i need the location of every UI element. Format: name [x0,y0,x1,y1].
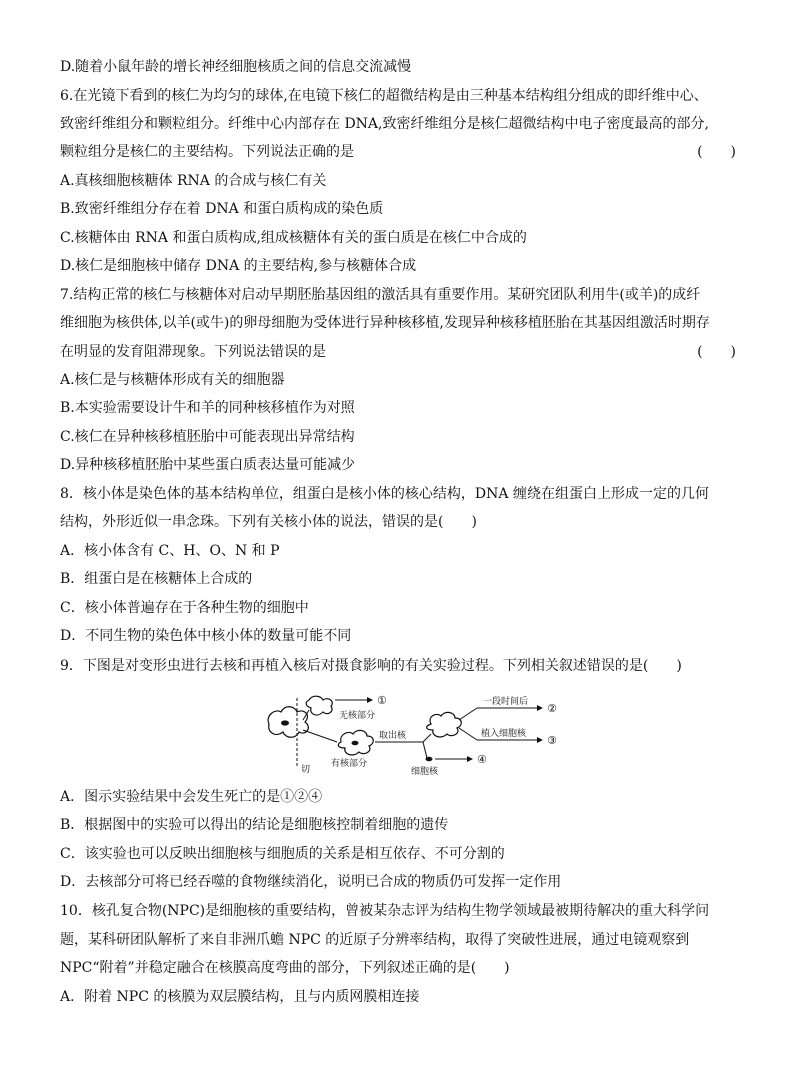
text: 维细胞为核供体,以羊(或牛)的卵母细胞为受体进行异种核移植,发现异种核移植胚胎在其基因组激活时期存 [60,315,710,331]
q8-stem-line-2 [60,512,740,532]
q9-option-b [60,815,740,835]
text: 6.在光镜下看到的核仁为均匀的球体,在电镜下核仁的超微结构是由三种基本结构组分组成的即纤维中心、 [60,88,708,104]
text: A.核仁是与核糖体形成有关的细胞器 [60,372,285,388]
q6-option-a [60,171,740,191]
text: A．核小体含有 C、H、O、N 和 P [60,543,280,559]
q7-stem-line-1 [60,285,740,305]
nucleus-original [281,720,289,725]
text: 结构，外形近似一串念珠。下列有关核小体的说法，错误的是( ) [60,514,477,530]
q7-stem-line-2 [60,313,740,333]
q10-stem-line-1 [60,901,740,921]
text: D.核仁是细胞核中储存 DNA 的主要结构,参与核糖体合成 [60,258,417,274]
text: D.随着小鼠年龄的增长神经细胞核质之间的信息交流减慢 [60,59,412,75]
cell-nucleus-label: 细胞核 [411,767,439,776]
take-out-label: 取出核 [379,731,407,741]
text: 在明显的发育阻滞现象。下列说法错误的是 [60,344,326,360]
text: C．核小体普遍存在于各种生物的细胞中 [60,600,309,616]
text: 10．核孔复合物(NPC)是细胞核的重要结构，曾被某杂志评为结构生物学领域最被期待解决的重大科学问 [60,903,710,919]
text: 题，某科研团队解析了来自非洲爪蟾 NPC 的近原子分辨率结构，取得了突破性进展，通过电镜观察到 [60,932,690,948]
no-nucleus-label: 无核部分 [339,711,376,721]
result-2: ② [547,702,557,715]
text: C.核糖体由 RNA 和蛋白质构成,组成核糖体有关的蛋白质是在核仁中合成的 [60,230,527,246]
text: 致密纤维组分和颗粒组分。纤维中心内部存在 DNA,致密纤维组分是核仁超微结构中电子密度最高的部分, [60,116,709,132]
q6-option-c [60,228,740,248]
result-4: ④ [477,753,487,766]
q10-stem-line-2 [60,930,740,950]
q9-option-c [60,844,740,864]
q9-stem [60,656,740,676]
q8-option-c [60,598,740,618]
text: A．附着 NPC 的核膜为双层膜结构，且与内质网膜相连接 [60,989,420,1005]
nucleus-part-label: 有核部分 [331,759,368,769]
amoeba-no-nucleus [306,696,332,715]
text: 9．下图是对变形虫进行去核和再植入核后对摄食影响的有关实验过程。下列相关叙述错误的是( ) [60,658,682,674]
q6-stem-line-2 [60,114,740,134]
q6-option-d [60,256,740,276]
after-time-label: 一段时间后 [483,697,529,707]
text: D．不同生物的染色体中核小体的数量可能不同 [60,628,352,644]
text: 颗粒组分是核仁的主要结构。下列说法正确的是 [60,144,354,160]
text: C.核仁在异种核移植胚胎中可能表现出异常结构 [60,429,355,445]
q5-option-d [60,57,740,77]
q6-option-b [60,199,740,219]
q10-stem-line-3 [60,958,740,978]
nucleus-in-part [352,741,359,746]
q9-option-d [60,872,740,892]
q7-stem-line-3 [60,342,740,362]
text: 7.结构正常的核仁与核糖体对启动早期胚胎基因组的激活具有重要作用。某研究团队利用牛(或羊)的成纤 [60,287,701,303]
q8-option-d [60,626,740,646]
text: D．去核部分可将已经吞噬的食物继续消化，说明已合成的物质仍可发挥一定作用 [60,874,562,890]
q8-option-a [60,541,740,561]
text: A.真核细胞核糖体 RNA 的合成与核仁有关 [60,173,327,189]
amoeba-enucleated [427,712,462,737]
q7-option-b [60,398,740,418]
text: B．组蛋白是在核糖体上合成的 [60,571,253,587]
q9-option-a [60,787,740,807]
answer-blank: ( ) [697,344,736,360]
cut-label: 切 [301,765,311,775]
q6-stem-line-3 [60,142,740,162]
q8-option-b [60,569,740,589]
q6-stem-line-1 [60,86,740,106]
text: A．图示实验结果中会发生死亡的是①②④ [60,789,323,805]
q7-option-a [60,370,740,390]
text: B.本实验需要设计牛和羊的同种核移植作为对照 [60,400,355,416]
q10-option-a [60,987,740,1007]
q7-option-d [60,455,740,475]
text: D.异种核移植胚胎中某些蛋白质表达量可能减少 [60,457,356,473]
text: 8．核小体是染色体的基本结构单位，组蛋白是核小体的核心结构，DNA 缠绕在组蛋白上形成一定的几何 [60,486,709,502]
implant-label: 植入细胞核 [481,729,527,739]
text: C．该实验也可以反映出细胞核与细胞质的关系是相互依存、不可分割的 [60,846,505,862]
q7-option-c [60,427,740,447]
text: NPC“附着”并稳定融合在核膜高度弯曲的部分，下列叙述正确的是( ) [60,960,510,976]
nucleus-extracted [426,757,433,762]
amoeba-experiment-diagram [255,686,575,776]
text: B．根据图中的实验可以得出的结论是细胞核控制着细胞的遗传 [60,817,449,833]
answer-blank: ( ) [697,144,736,160]
text: B.致密纤维组分存在着 DNA 和蛋白质构成的染色质 [60,201,384,217]
result-3: ③ [547,734,557,747]
q8-stem-line-1 [60,484,740,504]
result-1: ① [377,694,387,707]
